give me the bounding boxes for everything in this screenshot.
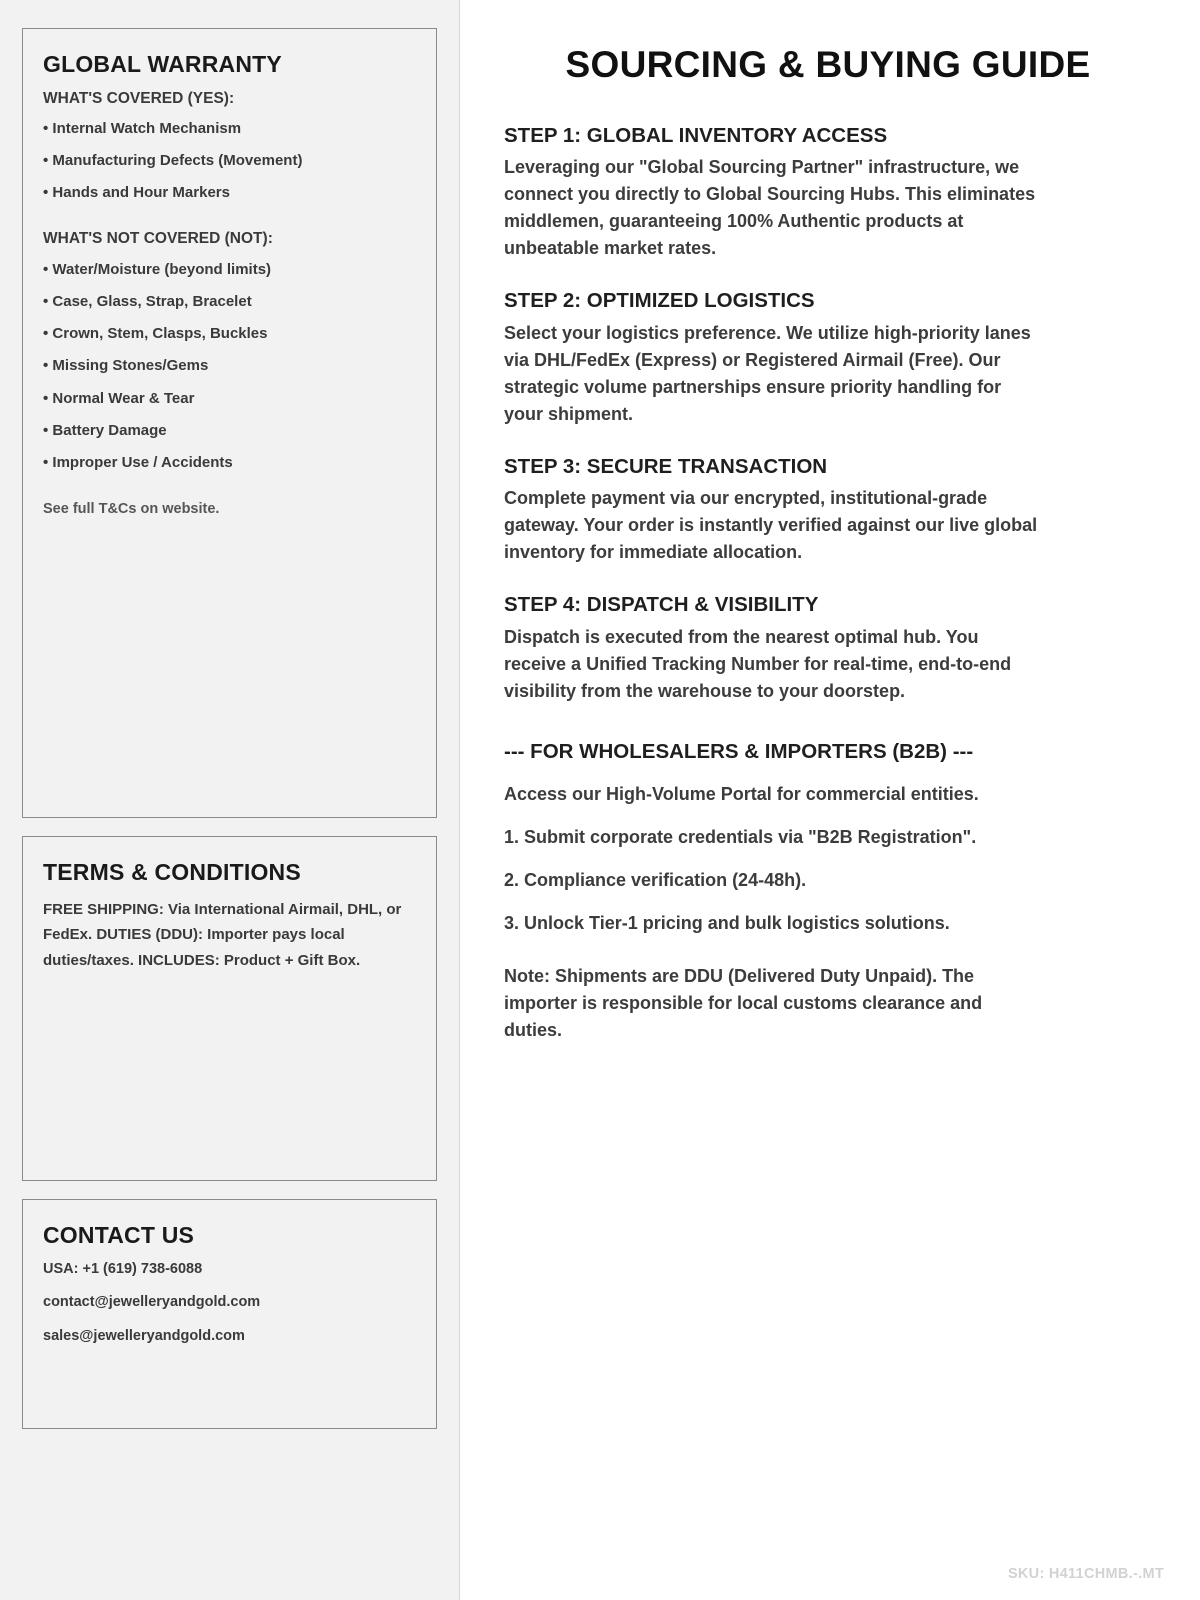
list-item: • Normal Wear & Tear	[43, 389, 195, 407]
terms-body: FREE SHIPPING: Via International Airmail, DHL, or FedEx. DUTIES (DDU): Importer pays local duties/taxes. INCLUDES: Product + Gift Box.	[43, 900, 402, 970]
terms-title: TERMS & CONDITIONS	[43, 859, 301, 885]
list-item: • Battery Damage	[43, 421, 167, 439]
left-sidebar	[0, 0, 460, 1600]
contact-email-primary: contact@jewelleryandgold.com	[43, 1294, 261, 1311]
list-item: • Missing Stones/Gems	[43, 357, 209, 375]
list-item: • Improper Use / Accidents	[43, 454, 233, 472]
step-title: STEP 1: GLOBAL INVENTORY ACCESS	[504, 123, 888, 147]
step-title: STEP 4: DISPATCH & VISIBILITY	[504, 593, 819, 617]
b2b-section-title: --- FOR WHOLESALERS & IMPORTERS (B2B) ---	[504, 740, 974, 764]
b2b-intro: Access our High-Volume Portal for commercial entities.	[504, 783, 979, 804]
contact-title: CONTACT US	[43, 1222, 195, 1248]
step-2	[504, 288, 1152, 428]
warranty-covered-heading: WHAT'S COVERED (YES):	[43, 89, 235, 107]
terms-panel	[22, 836, 437, 1181]
step-4	[504, 592, 1152, 705]
list-item: • Internal Watch Mechanism	[43, 119, 242, 137]
b2b-step-3: 3. Unlock Tier-1 pricing and bulk logistics solutions.	[504, 912, 950, 933]
contact-phone: USA: +1 (619) 738-6088	[43, 1260, 203, 1277]
step-3	[504, 454, 1152, 567]
step-title: STEP 3: SECURE TRANSACTION	[504, 454, 828, 478]
b2b-note: Note: Shipments are DDU (Delivered Duty Unpaid). The importer is responsible for local customs clearance and duties.	[504, 965, 983, 1040]
contact-panel	[22, 1199, 437, 1429]
main-content	[460, 0, 1200, 1600]
list-item: • Crown, Stem, Clasps, Buckles	[43, 325, 268, 343]
step-body: Leveraging our "Global Sourcing Partner" infrastructure, we connect you directly to Global Sourcing Hubs. This eliminates middlemen, guaranteeing 100% Authentic products at unbeatable market rates.	[504, 157, 1036, 259]
warranty-footnote: See full T&Cs on website.	[43, 501, 220, 518]
warranty-panel	[22, 28, 437, 818]
contact-email-sales: sales@jewelleryandgold.com	[43, 1327, 245, 1344]
step-body: Complete payment via our encrypted, institutional-grade gateway. Your order is instantly verified against our live global inventory for immediate allocation.	[504, 488, 1038, 563]
step-title: STEP 2: OPTIMIZED LOGISTICS	[504, 289, 815, 313]
step-1	[504, 123, 1152, 263]
b2b-step-2: 2. Compliance verification (24-48h).	[504, 869, 807, 890]
b2b-step-1: 1. Submit corporate credentials via "B2B Registration".	[504, 826, 977, 847]
warranty-title: GLOBAL WARRANTY	[43, 51, 282, 77]
step-body: Dispatch is executed from the nearest optimal hub. You receive a Unified Tracking Number for real-time, end-to-end visibility from the warehouse to your doorstep.	[504, 627, 1012, 702]
list-item: • Water/Moisture (beyond limits)	[43, 260, 272, 278]
sku-label: SKU: H411CHMB.-.MT	[1007, 1566, 1164, 1582]
list-item: • Case, Glass, Strap, Bracelet	[43, 292, 252, 310]
list-item: • Hands and Hour Markers	[43, 184, 230, 202]
warranty-not-covered-heading: WHAT'S NOT COVERED (NOT):	[43, 230, 273, 248]
list-item: • Manufacturing Defects (Movement)	[43, 151, 303, 169]
page-title: SOURCING & BUYING GUIDE	[565, 44, 1091, 85]
step-body: Select your logistics preference. We utilize high-priority lanes via DHL/FedEx (Express) or Registered Airmail (Free). Our strategic volume partnerships ensure priority handling for your shipment.	[504, 322, 1031, 424]
